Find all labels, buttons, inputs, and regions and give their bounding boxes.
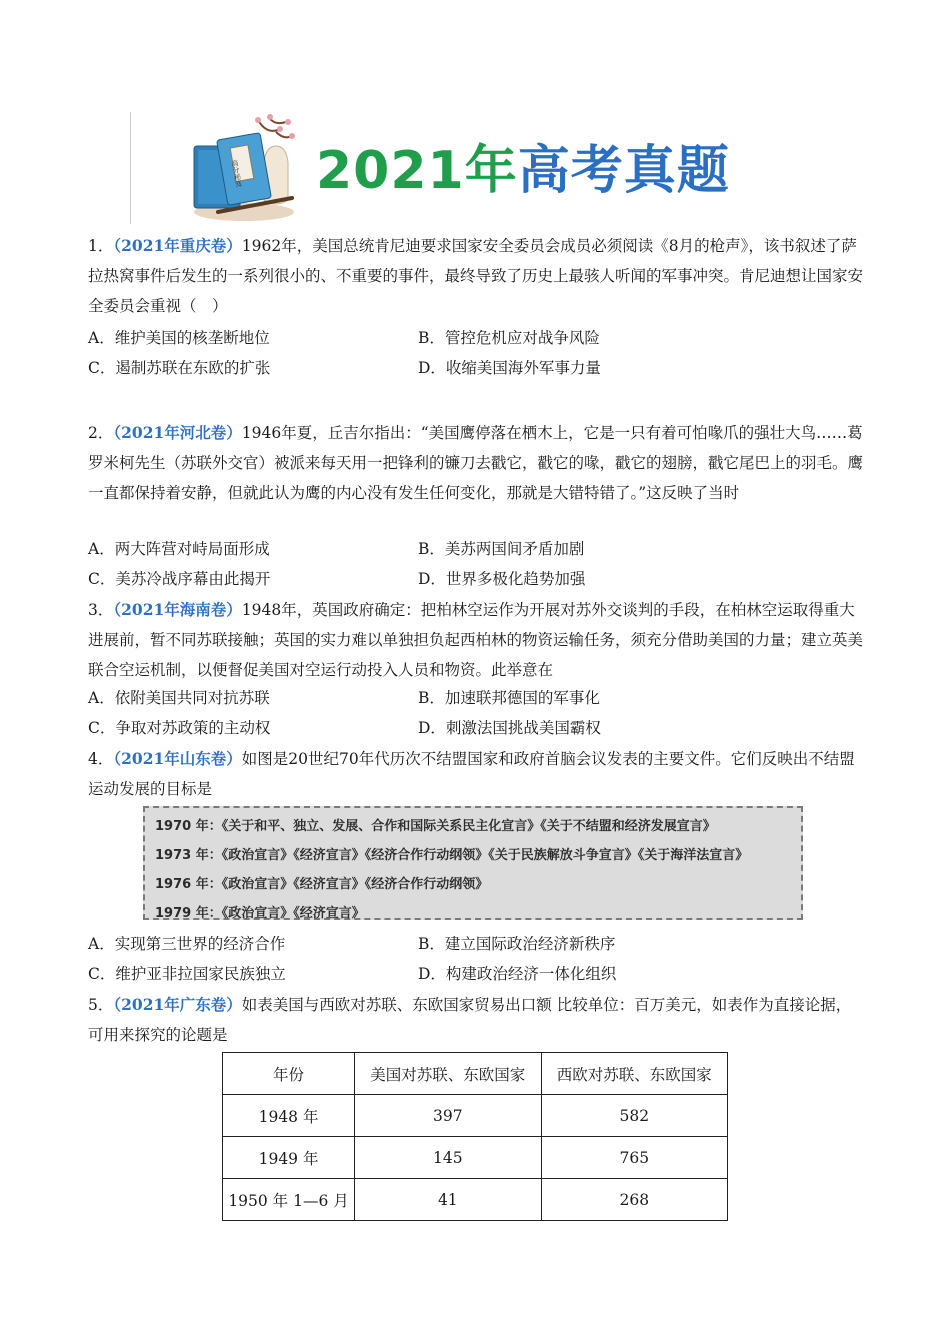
table-cell: 1949 年 (223, 1137, 355, 1179)
question-3 (88, 595, 864, 685)
figure-line-1970: 1970 年：《关于和平、独立、发展、合作和国际关系民主化宣言》《关于不结盟和经济发展宣言》 (155, 819, 716, 834)
question-1-options (88, 323, 864, 383)
table-row (223, 1095, 728, 1137)
table-header: 美国对苏联、东欧国家 (355, 1053, 541, 1095)
table-cell: 268 (541, 1179, 727, 1221)
table-cell: 145 (355, 1137, 541, 1179)
question-source: （2021年山东卷） (113, 749, 242, 768)
title-year: 2021年 (316, 141, 518, 201)
table-header: 年份 (223, 1053, 355, 1095)
table-row (223, 1137, 728, 1179)
question-text: 1946年夏，丘吉尔指出：“美国鹰停落在栖木上，它是一只有着可怕喙爪的强壮大鸟……葛罗米柯先生（苏联外交官）被派来每天用一把锋利的镰刀去戳它，戳它的喙，戳它的翅膀，戳它尾巴上的羽毛。鹰一直都保持着安静，但就此认为鹰的内心没有发生任何变化，那就是大错特错了。”这反映了当时 (88, 424, 864, 502)
question-3-options (88, 683, 864, 743)
option-d[interactable]: D．世界多极化趋势加强 (418, 570, 586, 588)
option-a[interactable]: A．实现第三世界的经济合作 (88, 935, 286, 953)
table-header-row (223, 1053, 728, 1095)
option-c[interactable]: C．争取对苏政策的主动权 (88, 719, 271, 737)
question-source: （2021年海南卷） (113, 600, 242, 619)
option-b[interactable]: B．加速联邦德国的军事化 (418, 689, 600, 707)
option-c[interactable]: C．维护亚非拉国家民族独立 (88, 965, 286, 983)
book-label: 高分秘笈 (230, 158, 244, 188)
option-a[interactable]: A．依附美国共同对抗苏联 (88, 689, 270, 707)
question-number: 5． (88, 996, 114, 1014)
question-number: 2． (88, 424, 114, 442)
table-header: 西欧对苏联、东欧国家 (541, 1053, 727, 1095)
trade-table (222, 1052, 728, 1221)
table-cell: 397 (355, 1095, 541, 1137)
table-cell: 1950 年 1—6 月 (223, 1179, 355, 1221)
question-text: 1962年，美国总统肯尼迪要求国家安全委员会成员必须阅读《8月的枪声》，该书叙述了萨拉热窝事件后发生的一系列很小的、不重要的事件，最终导致了历史上最骇人听闻的军事冲突。肯尼迪想让国家安全委员会重视（ ） (88, 237, 864, 315)
option-d[interactable]: D．构建政治经济一体化组织 (418, 965, 617, 983)
question-4 (88, 744, 864, 804)
option-a[interactable]: A．维护美国的核垄断地位 (88, 329, 270, 347)
documents-figure (143, 806, 803, 920)
option-c[interactable]: C．美苏冷战序幕由此揭开 (88, 570, 271, 588)
table-cell: 1948 年 (223, 1095, 355, 1137)
question-source: （2021年河北卷） (113, 423, 242, 442)
books-illustration-icon (188, 112, 300, 224)
option-d[interactable]: D．刺激法国挑战美国霸权 (418, 719, 601, 737)
question-4-options (88, 929, 864, 989)
figure-line-1973: 1973 年：《政治宣言》《经济宣言》《经济合作行动纲领》《关于民族解放斗争宣言》《关于海洋法宣言》 (155, 848, 749, 863)
table-cell: 582 (541, 1095, 727, 1137)
question-source: （2021年重庆卷） (113, 236, 242, 255)
option-b[interactable]: B．建立国际政治经济新秩序 (418, 935, 616, 953)
table-cell: 41 (355, 1179, 541, 1221)
table-row (223, 1179, 728, 1221)
table-cell: 765 (541, 1137, 727, 1179)
figure-line-1976: 1976 年：《政治宣言》《经济宣言》《经济合作行动纲领》 (155, 877, 489, 892)
title-rest: 高考真题 (517, 141, 730, 201)
option-a[interactable]: A．两大阵营对峙局面形成 (88, 540, 270, 558)
question-5 (88, 990, 864, 1050)
header-divider (130, 112, 131, 224)
question-1 (88, 231, 864, 321)
question-text: 如表美国与西欧对苏联、东欧国家贸易出口额 比较单位：百万美元，如表作为直接论据，可用来探究的论题是 (88, 996, 852, 1044)
option-b[interactable]: B．管控危机应对战争风险 (418, 329, 600, 347)
option-b[interactable]: B．美苏两国间矛盾加剧 (418, 540, 585, 558)
question-number: 1． (88, 237, 114, 255)
question-2 (88, 418, 864, 508)
option-d[interactable]: D．收缩美国海外军事力量 (418, 359, 601, 377)
option-c[interactable]: C．遏制苏联在东欧的扩张 (88, 359, 271, 377)
question-source: （2021年广东卷） (113, 995, 242, 1014)
question-text: 如图是20世纪70年代历次不结盟国家和政府首脑会议发表的主要文件。它们反映出不结盟运动发展的目标是 (88, 750, 855, 798)
page-title (316, 134, 730, 208)
question-number: 4． (88, 750, 114, 768)
question-2-options (88, 534, 864, 594)
figure-line-1979: 1979 年：《政治宣言》《经济宣言》 (155, 906, 365, 921)
question-text: 1948年，英国政府确定：把柏林空运作为开展对苏外交谈判的手段，在柏林空运取得重大进展前，暂不同苏联接触；英国的实力难以单独担负起西柏林的物资运输任务，须充分借助美国的力量；建立英美联合空运机制，以便督促美国对空运行动投入人员和物资。此举意在 (88, 601, 864, 679)
question-number: 3． (88, 601, 114, 619)
